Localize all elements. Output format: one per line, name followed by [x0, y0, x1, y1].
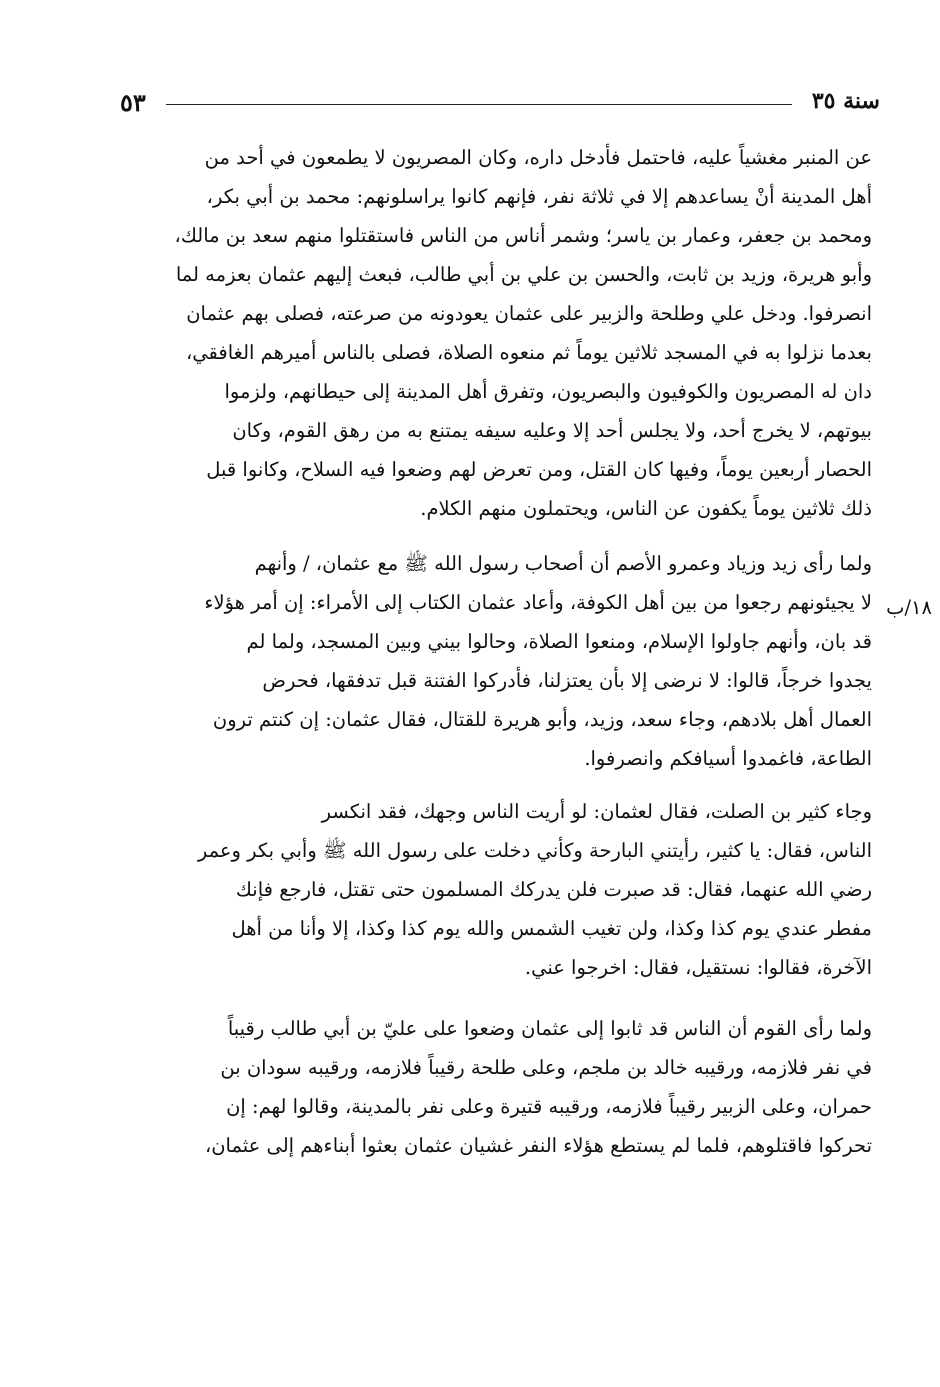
text-line: ومحمد بن جعفر، وعمار بن ياسر؛ وشمر أناس من الناس فاستقتلوا منهم سعد بن مالك،: [174, 224, 872, 247]
text-line: بيوتهم، لا يخرج أحد، ولا يجلس أحد إلا وعليه سيفه يمتنع به من رهق القوم، وكان: [232, 419, 872, 442]
header-rule: [166, 104, 792, 105]
page-body: [120, 138, 872, 1165]
text-line: يجدوا خرجاً، قالوا: لا نرضى إلا بأن يعتزلنا، فأدركوا الفتنة قبل تدفقها، فحرض: [262, 669, 872, 692]
text-line: في نفر فلازمه، ورقيبه خالد بن ملجم، وعلى طلحة رقيباً فلازمه، ورقيبه سودان بن: [220, 1056, 872, 1079]
page-header: [120, 88, 880, 118]
text-line: الآخرة، فقالوا: نستقيل، فقال: اخرجوا عني.: [524, 956, 872, 979]
text-line: رضي الله عنهما، فقال: قد صبرت فلن يدركك المسلمون حتى تقتل، فارجع فإنك: [235, 878, 872, 901]
text-line: الطاعة، فاغمدوا أسيافكم وانصرفوا.: [584, 747, 872, 770]
text-line: الناس، فقال: يا كثير، رأيتني البارحة وكأني دخلت على رسول الله ﷺ وأبي بكر وعمر: [197, 839, 872, 862]
text-line: وأبو هريرة، وزيد بن ثابت، والحسن بن علي بن أبي طالب، فبعث إليهم عثمان بعزمه لما: [175, 263, 872, 286]
text-line: وجاء كثير بن الصلت، فقال لعثمان: لو أريت الناس وجهك، فقد انكسر: [321, 800, 872, 823]
text-line: تحركوا فاقتلوهم، فلما لم يستطع هؤلاء النفر غشيان عثمان بعثوا أبناءهم إلى عثمان،: [204, 1134, 872, 1157]
page-number: ٥٣: [120, 88, 146, 117]
paragraph: [120, 1009, 872, 1165]
text-line: حمران، وعلى الزبير رقيباً فلازمه، ورقيبه قتيرة وعلى نفر بالمدينة، وقالوا لهم: إن: [226, 1095, 872, 1118]
text-line: قد بان، وأنهم جاولوا الإسلام، ومنعوا الصلاة، وحالوا بيني وبين المسجد، ولما لم: [246, 630, 872, 653]
text-line: ولما رأى زيد وزياد وعمرو الأصم أن أصحاب رسول الله ﷺ مع عثمان، / وأنهم: [254, 552, 872, 575]
text-line: انصرفوا. ودخل علي وطلحة والزبير على عثمان يعودونه من صرعته، فصلى بهم عثمان: [186, 302, 872, 325]
text-line: العمال أهل بلادهم، وجاء سعد، وزيد، وأبو هريرة للقتال، فقال عثمان: إن كنتم ترون: [212, 708, 872, 731]
margin-folio-marker: ١٨/ب: [886, 596, 932, 619]
text-line: الحصار أربعين يوماً، وفيها كان القتل، ومن تعرض لهم وضعوا فيه السلاح، وكانوا قبل: [206, 458, 872, 481]
text-line: دان له المصريون والكوفيون والبصريون، وتفرق أهل المدينة إلى حيطانهم، ولزموا: [224, 380, 872, 403]
paragraph: [120, 138, 872, 528]
text-line: لا يجيئونهم رجعوا من بين أهل الكوفة، وأعاد عثمان الكتاب إلى الأمراء: إن أمر هؤلاء: [204, 591, 872, 614]
text-line: عن المنبر مغشياً عليه، فاحتمل فأدخل داره، وكان المصريون لا يطمعون في أحد من: [204, 146, 872, 169]
text-line: مفطر عندي يوم كذا وكذا، ولن تغيب الشمس والله يوم كذا وكذا، إلا وأنا من أهل: [231, 917, 872, 940]
text-line: ذلك ثلاثين يوماً يكفون عن الناس، ويحتملون منهم الكلام.: [420, 497, 872, 520]
text-line: أهل المدينة أنْ يساعدهم إلا في ثلاثة نفر، فإنهم كانوا يراسلونهم: محمد بن أبي بكر،: [206, 185, 872, 208]
paragraph: [120, 792, 872, 987]
paragraph: [120, 544, 872, 778]
text-line: ولما رأى القوم أن الناس قد ثابوا إلى عثمان وضعوا على عليّ بن أبي طالب رقيباً: [227, 1017, 872, 1040]
text-line: بعدما نزلوا به في المسجد ثلاثين يوماً ثم منعوه الصلاة، فصلى بالناس أميرهم الغافقي،: [185, 341, 872, 364]
running-title: ﺳﻨﺔ ٣٥: [811, 88, 880, 114]
